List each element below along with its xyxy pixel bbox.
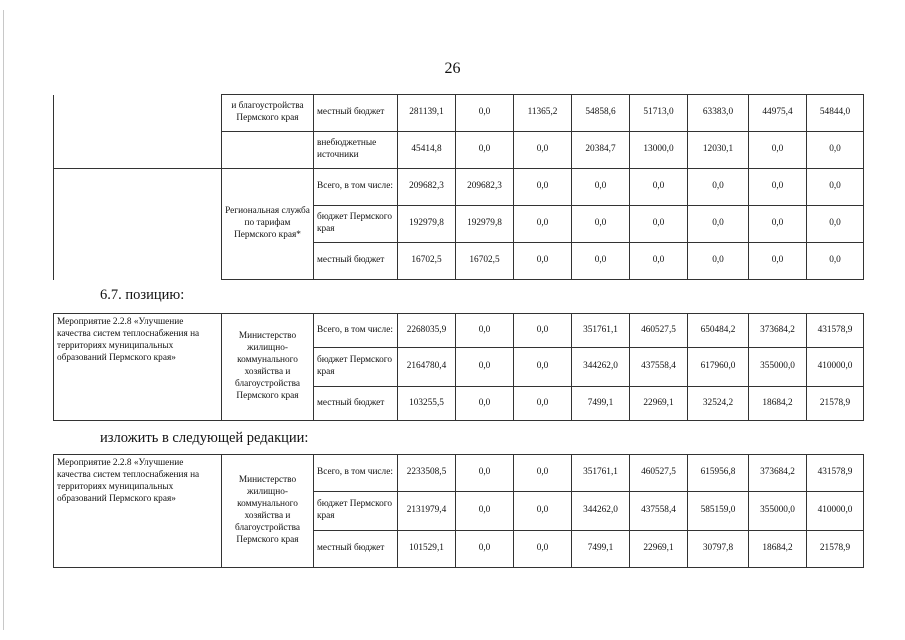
value-cell: 18684,2	[749, 387, 807, 421]
page-edge-line	[3, 10, 4, 630]
value-cell: 0,0	[456, 455, 514, 492]
value-cell: 0,0	[456, 492, 514, 531]
funding-table-new	[53, 454, 864, 568]
value-cell: 0,0	[572, 206, 630, 243]
value-cell: 103255,5	[398, 387, 456, 421]
value-cell: 21578,9	[807, 387, 864, 421]
value-cell: 32524,2	[688, 387, 749, 421]
value-cell: 0,0	[456, 314, 514, 348]
value-cell: 0,0	[456, 387, 514, 421]
page-number: 26	[444, 60, 461, 77]
value-cell: 344262,0	[572, 492, 630, 531]
funding-source-cell: внебюджетные источники	[314, 132, 398, 169]
value-cell: 0,0	[749, 243, 807, 280]
value-cell: 0,0	[630, 169, 688, 206]
value-cell: 0,0	[807, 169, 864, 206]
funding-source-cell: местный бюджет	[314, 531, 398, 568]
value-cell: 2268035,9	[398, 314, 456, 348]
value-cell: 281139,1	[398, 95, 456, 132]
executor-cell: Министерство жилищно-коммунального хозяйства и благоустройства Пермского края	[222, 314, 314, 421]
table-row	[54, 95, 864, 132]
value-cell: 101529,1	[398, 531, 456, 568]
value-cell: 410000,0	[807, 492, 864, 531]
value-cell: 20384,7	[572, 132, 630, 169]
value-cell: 617960,0	[688, 348, 749, 387]
value-cell: 30797,8	[688, 531, 749, 568]
table-row	[54, 314, 864, 348]
value-cell: 0,0	[807, 132, 864, 169]
measure-cell-empty	[54, 169, 222, 280]
value-cell: 615956,8	[688, 455, 749, 492]
value-cell: 2233508,5	[398, 455, 456, 492]
value-cell: 192979,8	[456, 206, 514, 243]
table-row	[54, 169, 864, 206]
value-cell: 13000,0	[630, 132, 688, 169]
value-cell: 54858,6	[572, 95, 630, 132]
value-cell: 7499,1	[572, 531, 630, 568]
value-cell: 0,0	[688, 243, 749, 280]
value-cell: 0,0	[514, 531, 572, 568]
value-cell: 209682,3	[456, 169, 514, 206]
value-cell: 0,0	[514, 348, 572, 387]
value-cell: 192979,8	[398, 206, 456, 243]
value-cell: 44975,4	[749, 95, 807, 132]
funding-source-cell: бюджет Пермского края	[314, 492, 398, 531]
section-heading: 6.7. позицию:	[100, 287, 185, 303]
value-cell: 0,0	[688, 206, 749, 243]
funding-source-cell: Всего, в том числе:	[314, 169, 398, 206]
executor-cell: и благоустройства Пермского края	[222, 95, 314, 132]
value-cell: 355000,0	[749, 348, 807, 387]
measure-cell-empty	[54, 95, 222, 169]
value-cell: 585159,0	[688, 492, 749, 531]
value-cell: 2131979,4	[398, 492, 456, 531]
value-cell: 0,0	[807, 243, 864, 280]
value-cell: 51713,0	[630, 95, 688, 132]
value-cell: 0,0	[572, 169, 630, 206]
value-cell: 0,0	[456, 132, 514, 169]
value-cell: 0,0	[514, 169, 572, 206]
value-cell: 0,0	[514, 132, 572, 169]
value-cell: 0,0	[749, 206, 807, 243]
value-cell: 22969,1	[630, 531, 688, 568]
value-cell: 16702,5	[456, 243, 514, 280]
value-cell: 355000,0	[749, 492, 807, 531]
funding-source-cell: местный бюджет	[314, 243, 398, 280]
value-cell: 2164780,4	[398, 348, 456, 387]
value-cell: 63383,0	[688, 95, 749, 132]
funding-source-cell: бюджет Пермского края	[314, 348, 398, 387]
value-cell: 437558,4	[630, 492, 688, 531]
value-cell: 209682,3	[398, 169, 456, 206]
value-cell: 54844,0	[807, 95, 864, 132]
value-cell: 351761,1	[572, 314, 630, 348]
value-cell: 0,0	[456, 348, 514, 387]
value-cell: 16702,5	[398, 243, 456, 280]
funding-source-cell: Всего, в том числе:	[314, 314, 398, 348]
value-cell: 7499,1	[572, 387, 630, 421]
value-cell: 373684,2	[749, 455, 807, 492]
value-cell: 460527,5	[630, 455, 688, 492]
funding-source-cell: местный бюджет	[314, 95, 398, 132]
value-cell: 0,0	[749, 169, 807, 206]
value-cell: 351761,1	[572, 455, 630, 492]
value-cell: 650484,2	[688, 314, 749, 348]
measure-cell: Мероприятие 2.2.8 «Улучшение качества систем теплоснабжения на территориях муниципальных образований Пермского края»	[54, 314, 222, 421]
funding-source-cell: бюджет Пермского края	[314, 206, 398, 243]
value-cell: 431578,9	[807, 314, 864, 348]
value-cell: 0,0	[630, 243, 688, 280]
table-row	[54, 455, 864, 492]
executor-cell: Региональная служба по тарифам Пермского края*	[222, 169, 314, 280]
value-cell: 0,0	[456, 531, 514, 568]
value-cell: 410000,0	[807, 348, 864, 387]
value-cell: 0,0	[514, 243, 572, 280]
value-cell: 460527,5	[630, 314, 688, 348]
value-cell: 0,0	[514, 314, 572, 348]
value-cell: 437558,4	[630, 348, 688, 387]
value-cell: 0,0	[807, 206, 864, 243]
value-cell: 0,0	[630, 206, 688, 243]
value-cell: 0,0	[514, 387, 572, 421]
replacement-heading: изложить в следующей редакции:	[100, 430, 309, 446]
value-cell: 11365,2	[514, 95, 572, 132]
value-cell: 45414,8	[398, 132, 456, 169]
value-cell: 0,0	[749, 132, 807, 169]
value-cell: 0,0	[514, 492, 572, 531]
value-cell: 0,0	[456, 95, 514, 132]
value-cell: 344262,0	[572, 348, 630, 387]
executor-cell-empty	[222, 132, 314, 169]
executor-cell: Министерство жилищно-коммунального хозяйства и благоустройства Пермского края	[222, 455, 314, 568]
value-cell: 0,0	[688, 169, 749, 206]
value-cell: 0,0	[572, 243, 630, 280]
funding-source-cell: местный бюджет	[314, 387, 398, 421]
value-cell: 0,0	[514, 455, 572, 492]
value-cell: 21578,9	[807, 531, 864, 568]
value-cell: 12030,1	[688, 132, 749, 169]
value-cell: 22969,1	[630, 387, 688, 421]
measure-cell: Мероприятие 2.2.8 «Улучшение качества систем теплоснабжения на территориях муниципальных образований Пермского края»	[54, 455, 222, 568]
funding-table-continuation	[53, 94, 864, 280]
funding-table-old	[53, 313, 864, 421]
value-cell: 18684,2	[749, 531, 807, 568]
value-cell: 0,0	[514, 206, 572, 243]
value-cell: 373684,2	[749, 314, 807, 348]
value-cell: 431578,9	[807, 455, 864, 492]
funding-source-cell: Всего, в том числе:	[314, 455, 398, 492]
